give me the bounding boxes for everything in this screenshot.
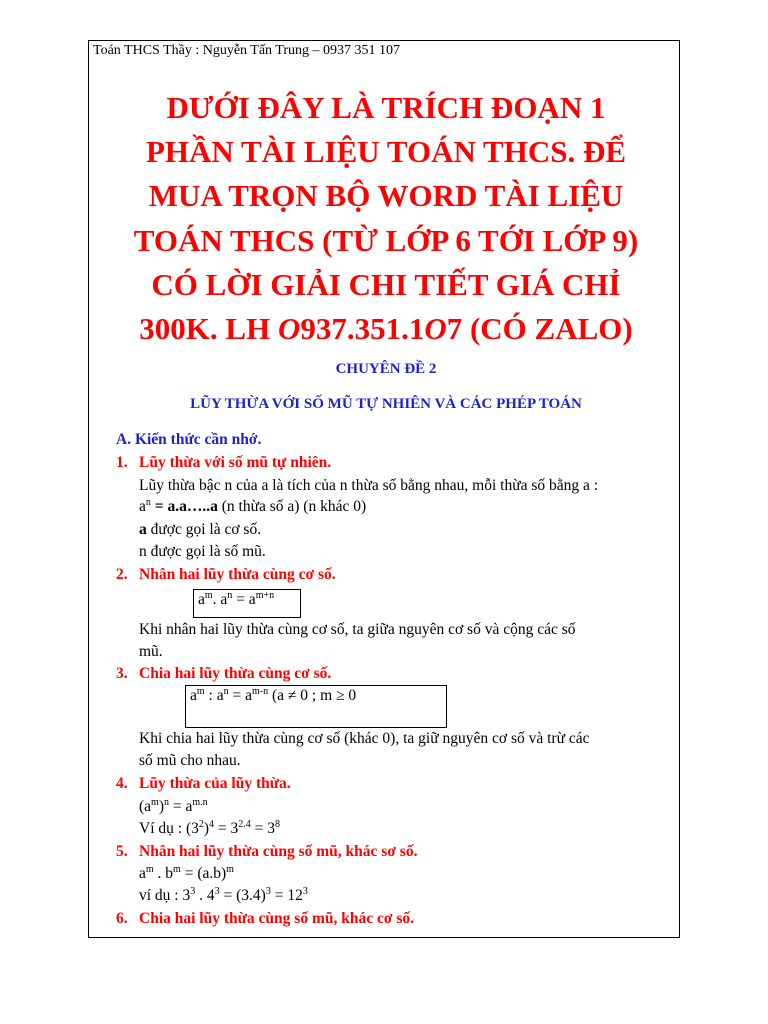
same-exponent-example: ví dụ : $3^3$ . $4^3 = (3.4)^3 = 12^3$ xyxy=(139,886,308,904)
section-5-heading: 5. Nhân hai lũy thừa cùng số mũ, khác sơ số. xyxy=(116,843,418,860)
divide-rule-cont: số mũ cho nhau. xyxy=(139,752,241,769)
multiply-rule-cont: mũ. xyxy=(139,643,163,660)
multiply-formula-box: $a^m$. $a^n = a^{m+n}$ xyxy=(193,589,301,618)
chuyen-de-title: CHUYÊN ĐỀ 2 xyxy=(335,361,437,377)
section-a-heading: A. Kiến thức cần nhớ. xyxy=(116,431,262,448)
divide-formula-box: $a^m$ : $a^n = a^{m-n}$ (a ≠ 0 ; m ≥ 0 xyxy=(185,685,447,728)
section-6-heading: 6. Chia hai lũy thừa cùng số mũ, khác cơ số. xyxy=(116,910,414,927)
promo-line: PHẦN TÀI LIỆU TOÁN THCS. ĐỂ xyxy=(145,134,627,170)
section-2-heading: 2. Nhân hai lũy thừa cùng cơ số. xyxy=(116,566,336,583)
section-3-heading: 3. Chia hai lũy thừa cùng cơ số. xyxy=(116,665,332,682)
page-header: Toán THCS Thầy : Nguyễn Tấn Trung – 0937 351 107 xyxy=(93,43,401,58)
promo-line: TOÁN THCS (TỪ LỚP 6 TỚI LỚP 9) xyxy=(133,222,639,258)
topic-title: LŨY THỪA VỚI SỐ MŨ TỰ NHIÊN VÀ CÁC PHÉP TOÁN xyxy=(190,396,582,412)
power-formula: $a^n$ = a.a…..a (n thừa số a) (n khác 0) xyxy=(139,497,367,515)
definition-text: Lũy thừa bậc n của a là tích của n thừa số bằng nhau, mỗi thừa số bằng a : xyxy=(139,477,599,494)
promo-line: 300K. LH O937.351.1O7 (CÓ ZALO) xyxy=(139,311,633,347)
exponent-note: n được gọi là số mũ. xyxy=(139,543,266,560)
promo-line: MUA TRỌN BỘ WORD TÀI LIỆU xyxy=(148,178,624,214)
promo-line: CÓ LỜI GIẢI CHI TIẾT GIÁ CHỈ xyxy=(151,266,621,302)
divide-rule: Khi chia hai lũy thừa cùng cơ số (khác 0), ta giữ nguyên cơ số và trừ các xyxy=(139,730,590,747)
power-of-power-example: Ví dụ : $(3^2)^4 = 3^{2.4} = 3^8$ xyxy=(139,819,281,837)
section-1-heading: 1. Lũy thừa với số mũ tự nhiên. xyxy=(116,454,332,471)
base-note: a được gọi là cơ số. xyxy=(139,521,262,538)
multiply-rule: Khi nhân hai lũy thừa cùng cơ số, ta giữa nguyên cơ số và cộng các số xyxy=(139,621,576,638)
same-exponent-formula: $a^m$ . $b^m = (a.b)^m$ xyxy=(139,864,234,882)
promo-line: DƯỚI ĐÂY LÀ TRÍCH ĐOẠN 1 xyxy=(166,90,606,125)
power-of-power-formula: $(a^m)^n = a^{m.n}$ xyxy=(139,797,208,815)
promo-block xyxy=(96,86,676,351)
section-4-heading: 4. Lũy thừa của lũy thừa. xyxy=(116,775,291,792)
